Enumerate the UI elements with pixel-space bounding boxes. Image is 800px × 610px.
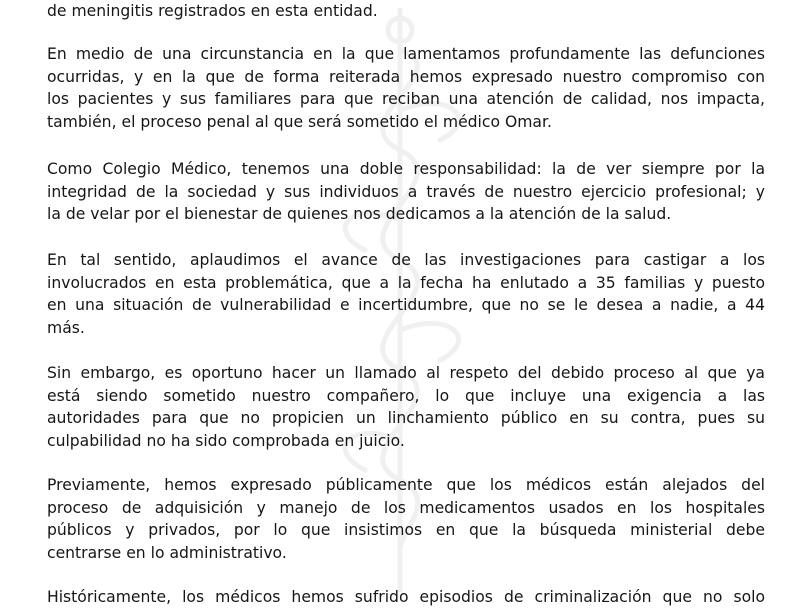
paragraph: [47, 474, 765, 565]
paragraph: [47, 249, 765, 340]
text-line: públicos y privados, por lo que insistimos en que la búsqueda ministerial debe: [47, 521, 765, 540]
text-line: está siendo sometido nuestro compañero, lo que incluye una exigencia a las: [47, 386, 765, 405]
paragraph: [47, 158, 765, 226]
text-line: integridad de la sociedad y sus individuos a través de nuestro ejercicio profesional; y: [47, 182, 765, 201]
text-line: Como Colegio Médico, tenemos una doble responsabilidad: la de ver siempre por la: [47, 160, 765, 178]
text-line: proceso de adquisición y manejo de los medicamentos usados en los hospitales: [47, 498, 765, 517]
text-line: En medio de una circunstancia en la que lamentamos profundamente las defunciones: [47, 45, 765, 63]
text-line: de meningitis registrados en esta entidad.: [47, 2, 378, 20]
text-line: en una situación de vulnerabilidad e incertidumbre, que no se le desea a nadie, a 44: [47, 296, 765, 315]
text-line: involucrados en esta problemática, que a la fecha ha enlutado a 35 familias y puesto: [47, 273, 765, 292]
text-line: centrarse en lo administrativo.: [47, 544, 287, 563]
text-line: la de velar por el bienestar de quienes nos dedicamos a la atención de la salud.: [47, 205, 672, 224]
paragraph: [47, 43, 765, 134]
text-line: ocurridas, y en la que de forma reiterada hemos expresado nuestro compromiso con: [47, 67, 765, 86]
text-line: también, el proceso penal al que será sometido el médico Omar.: [47, 113, 552, 132]
text-line: autoridades para que no propicien un linchamiento público en su contra, pues su: [47, 409, 765, 428]
paragraph: [47, 0, 765, 23]
text-line: culpabilidad no ha sido comprobada en juicio.: [47, 432, 405, 451]
text-line: Sin embargo, es oportuno hacer un llamado al respeto del debido proceso al que ya: [47, 364, 765, 382]
text-line: Previamente, hemos expresado públicamente que los médicos están alejados del: [47, 476, 765, 494]
text-line: más.: [47, 319, 85, 338]
text-line: Históricamente, los médicos hemos sufrido episodios de criminalización que no solo: [47, 588, 765, 606]
text-line: En tal sentido, aplaudimos el avance de las investigaciones para castigar a los: [47, 251, 765, 269]
paragraph: [47, 586, 765, 609]
paragraph: [47, 362, 765, 453]
text-line: los pacientes y sus familiares para que reciban una atención de calidad, nos impacta,: [47, 90, 765, 109]
